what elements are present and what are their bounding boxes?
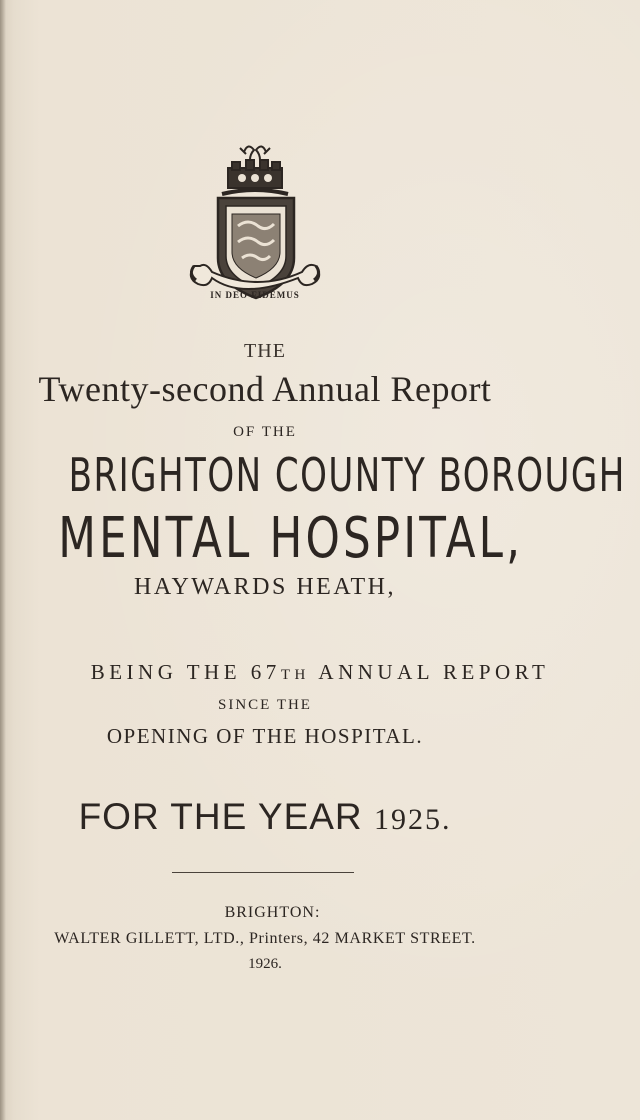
institution-name-line2: MENTAL HOSPITAL, [58, 506, 524, 571]
opening-line: OPENING OF THE HOSPITAL. [106, 724, 424, 748]
location-line: HAYWARDS HEATH, [134, 574, 396, 600]
year-value: 1925. [373, 803, 452, 836]
since-the-line: SINCE THE [218, 697, 312, 713]
report-number-ordinal: TH [280, 667, 310, 683]
imprint-date: 1926. [248, 956, 282, 972]
borough-coat-of-arms-icon [180, 138, 330, 320]
year-label: FOR THE YEAR [78, 796, 374, 837]
report-number-post: ANNUAL REPORT [309, 660, 550, 684]
heading-the: THE [244, 340, 286, 362]
year-line [0, 796, 530, 838]
institution-name-line1: BRIGHTON COUNTY BOROUGH [68, 448, 626, 502]
heading-of-the: OF THE [233, 424, 297, 440]
report-number-line [0, 660, 640, 685]
imprint-place: BRIGHTON: [224, 904, 321, 921]
imprint-printer: WALTER GILLETT, LTD., Printers, 42 MARKET STREET. [54, 930, 476, 947]
divider-rule [172, 872, 354, 873]
report-number-pre: BEING THE 67 [90, 660, 281, 684]
svg-text:IN DEO FIDEMUS: IN DEO FIDEMUS [210, 290, 300, 300]
page-edge-shadow [0, 0, 6, 1120]
report-title: Twenty-second Annual Report [38, 369, 492, 409]
